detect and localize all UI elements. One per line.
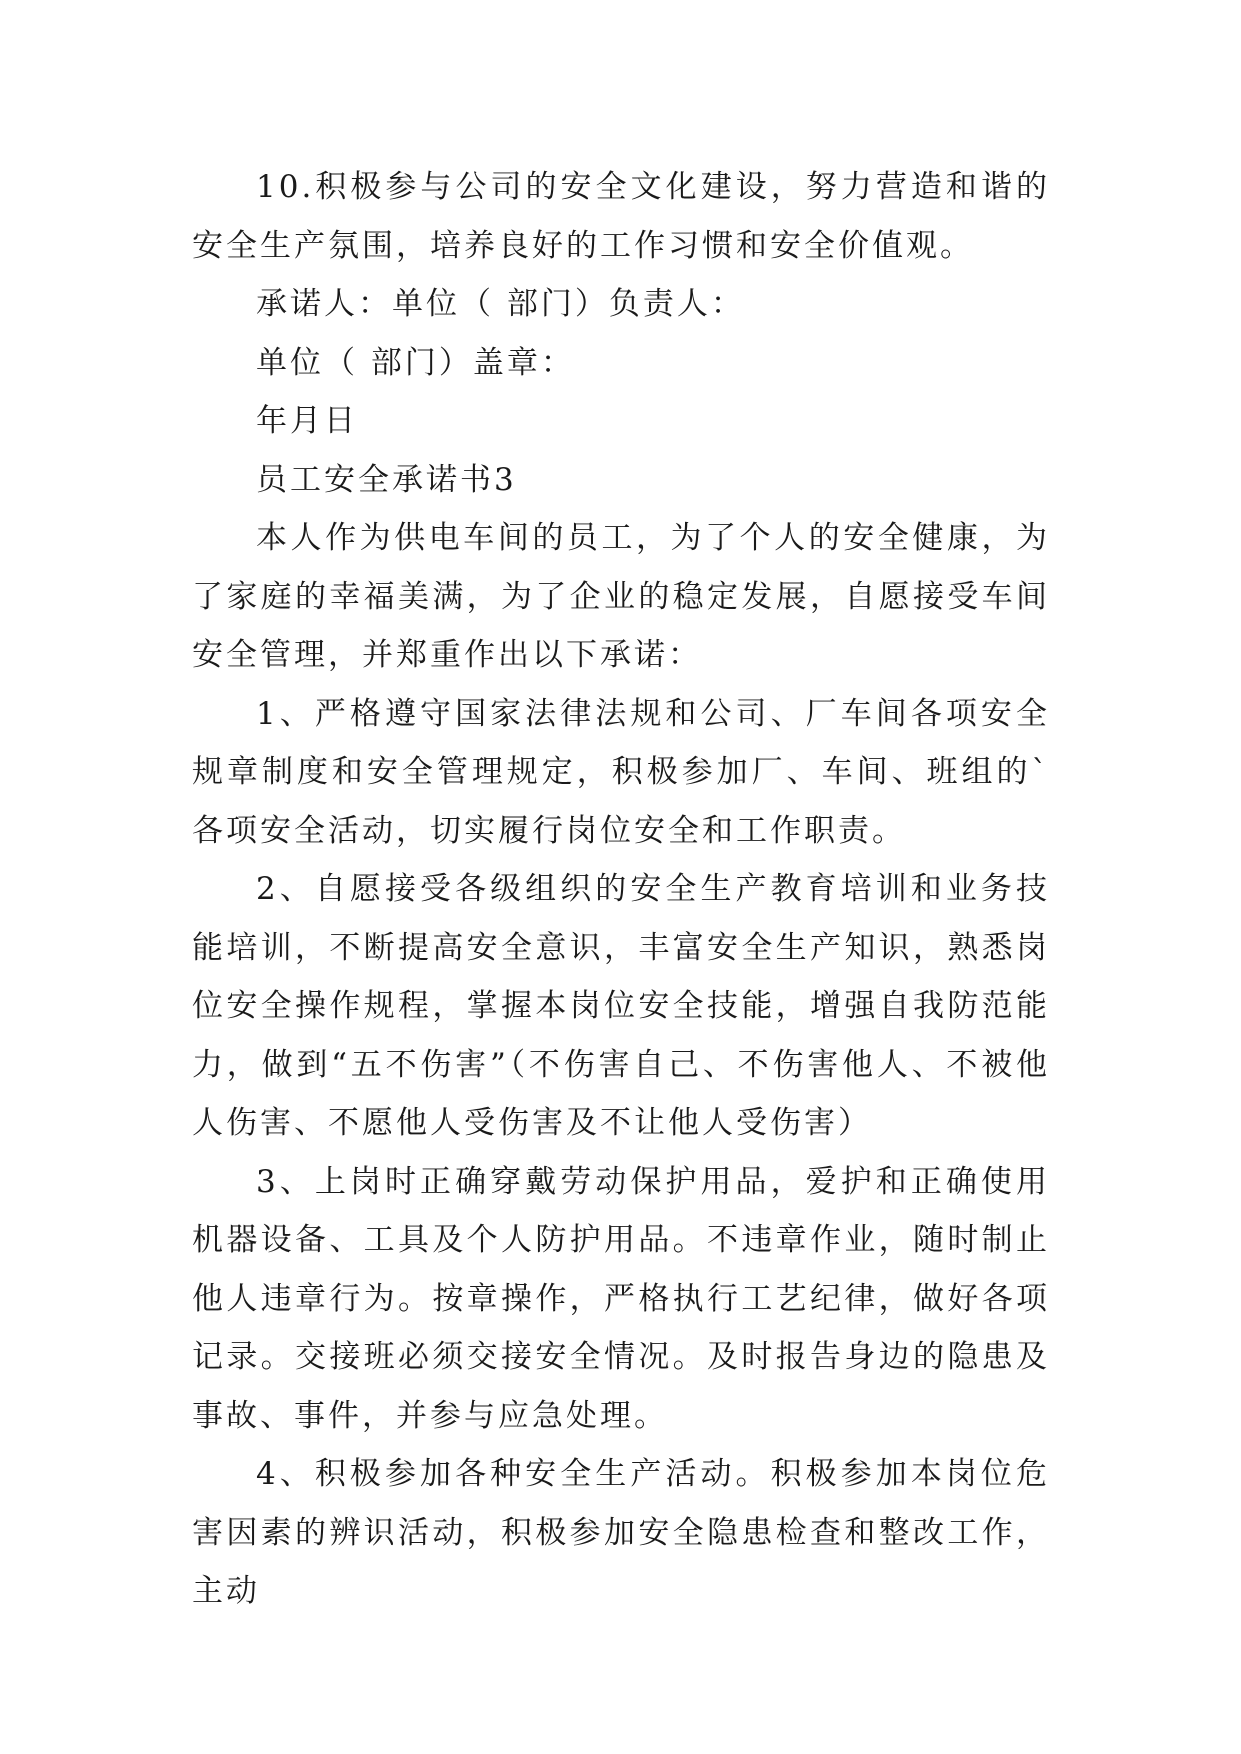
signatory-line: 承诺人：单位（ 部门）负责人：: [256, 286, 745, 322]
paragraph-item-2: 2、自愿接受各级组织的安全生产教育培训和业务技能培训，不断提高安全意识，丰富安全生产知识，熟悉岗位安全操作规程，掌握本岗位安全技能，增强自我防范能力，做到“五不伤害”（不伤害自己、不伤害他人、不被他人伤害、不愿他人受伤害及不让他人受伤害）: [192, 871, 1050, 1141]
date-line: 年月日: [256, 403, 358, 439]
seal-line: 单位（ 部门）盖章：: [256, 344, 575, 381]
document-body: [192, 158, 1050, 1621]
paragraph-item-3: 3、上岗时正确穿戴劳动保护用品，爱护和正确使用机器设备、工具及个人防护用品。不违章作业，随时制止他人违章行为。按章操作，严格执行工艺纪律，做好各项记录。交接班必须交接安全情况。及时报告身边的隐患及事故、事件，并参与应急处理。: [192, 1163, 1050, 1434]
paragraph-item-1: 1、严格遵守国家法律法规和公司、厂车间各项安全规章制度和安全管理规定，积极参加厂、车间、班组的`各项安全活动，切实履行岗位安全和工作职责。: [192, 695, 1050, 849]
section-title: 员工安全承诺书3: [256, 461, 517, 498]
intro-paragraph: 本人作为供电车间的员工，为了个人的安全健康，为了家庭的幸福美满，为了企业的稳定发展，自愿接受车间安全管理，并郑重作出以下承诺：: [192, 520, 1050, 673]
paragraph-item-10: 10.积极参与公司的安全文化建设，努力营造和谐的安全生产氛围，培养良好的工作习惯和安全价值观。: [192, 169, 1050, 264]
paragraph-item-4: 4、积极参加各种安全生产活动。积极参加本岗位危害因素的辨识活动，积极参加安全隐患检查和整改工作，主动: [192, 1456, 1050, 1609]
